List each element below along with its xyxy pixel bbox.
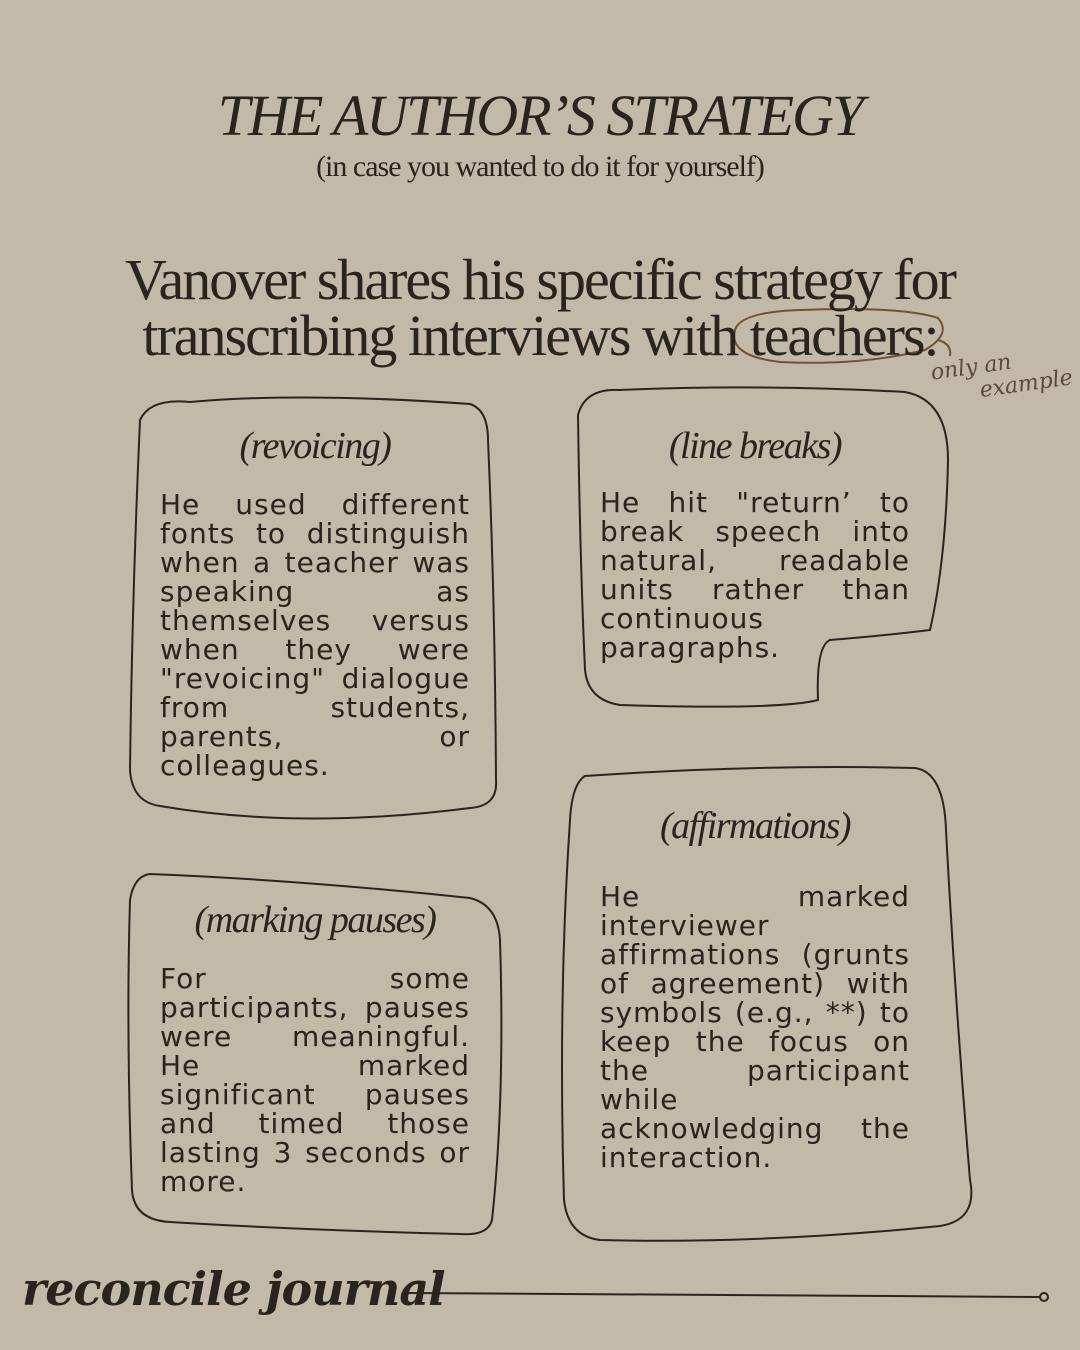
intro-highlight-word: teachers: <box>749 303 938 368</box>
intro-line-1: Vanover shares his specific strategy for <box>125 247 955 312</box>
annotation-line-2: example <box>978 365 1075 404</box>
footer-rule-dot <box>1040 1293 1048 1301</box>
page-title: THE AUTHOR’S STRATEGY <box>217 83 863 148</box>
marking-pauses-card-body: For some participants, pauses were meaningful. He marked significant pauses and timed those lasting 3 seconds or more. <box>160 962 470 1198</box>
brand-logo: reconcile journal <box>22 1262 445 1316</box>
intro-line-2-prefix: transcribing interviews with <box>142 303 750 368</box>
annotation-line-1: only an <box>929 349 1014 386</box>
marking-pauses-card-title: (marking pauses) <box>194 899 436 941</box>
page-subtitle: (in case you wanted to do it for yourself) <box>316 150 764 183</box>
line-breaks-card-body: He hit "return’ to break speech into natural, readable units rather than continuous paragraphs. <box>600 486 910 664</box>
revoicing-card-title: (revoicing) <box>239 425 391 467</box>
affirmations-card-title: (affirmations) <box>659 805 851 847</box>
line-breaks-card-title: (line breaks) <box>668 425 842 467</box>
revoicing-card-body: He used different fonts to distinguish when a teacher was speaking as themselves versus when they were "revoicing" dialogue from students, parents, or colleagues. <box>160 488 470 782</box>
footer-rule <box>408 1293 1040 1297</box>
affirmations-card-body: He marked interviewer affirmations (grunts of agreement) with symbols (e.g., **) to keep the focus on the participant while acknowledging the interaction. <box>600 880 910 1174</box>
